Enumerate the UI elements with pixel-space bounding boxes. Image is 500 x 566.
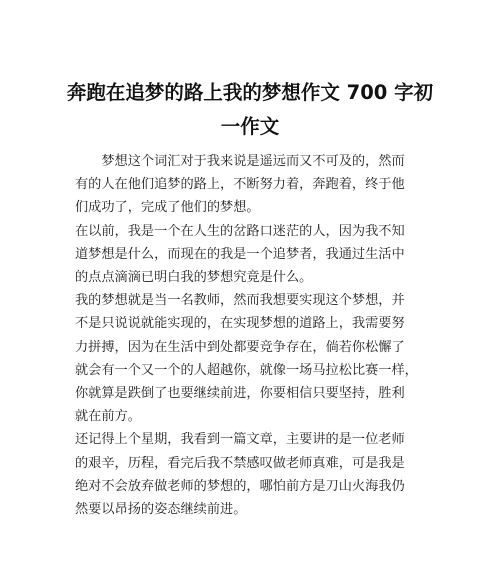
title-line: 一作文: [220, 115, 280, 138]
text-line: 道梦想是什么，而现在的我是一个追梦者，我通过生活中: [75, 246, 405, 262]
text-line: 不是只说说就能实现的，在实现梦想的道路上，我需要努: [75, 316, 405, 332]
text-line: 你就算是跌倒了也要继续前进，你要相信只要坚持，胜利: [75, 386, 405, 402]
paragraph-3: [75, 289, 435, 428]
text-line: 我的梦想就是当一名教师，然而我想要实现这个梦想，并: [75, 293, 405, 309]
text-line: 绝对不会放弃做老师的梦想的，哪怕前方是刀山火海我仍: [75, 478, 405, 494]
title-line: 奔跑在追梦的路上我的梦想作文 700 字初: [66, 81, 434, 104]
text-line: 的点点滴滴已明白我的梦想究竟是什么。: [75, 270, 313, 286]
document-title: [40, 76, 460, 144]
text-line: 有的人在他们追梦的路上，不断努力着，奔跑着，终于他: [75, 177, 405, 193]
text-line: 在以前，我是一个在人生的岔路口迷茫的人，因为我不知: [75, 223, 405, 239]
paragraph-1: [75, 150, 435, 220]
text-line: 还记得上个星期，我看到一篇文章，主要讲的是一位老师: [75, 432, 405, 448]
text-line: 力拼搏，因为在生活中到处都要竞争存在，倘若你松懈了: [75, 339, 405, 355]
paragraph-4: [75, 428, 435, 521]
paragraph-2: [75, 220, 435, 290]
text-line: 就会有一个又一个的人超越你，就像一场马拉松比赛一样，: [75, 362, 418, 378]
text-line: 的艰辛，历程，看完后我不禁感叹做老师真难，可是我是: [75, 455, 405, 471]
text-line: 梦想这个词汇对于我来说是遥远而又不可及的，然而: [75, 154, 405, 169]
document-body: [75, 150, 435, 521]
text-line: 就在前方。: [75, 409, 141, 425]
text-line: 们成功了，完成了他们的梦想。: [75, 200, 260, 216]
text-line: 然要以昂扬的姿态继续前进。: [75, 502, 247, 518]
